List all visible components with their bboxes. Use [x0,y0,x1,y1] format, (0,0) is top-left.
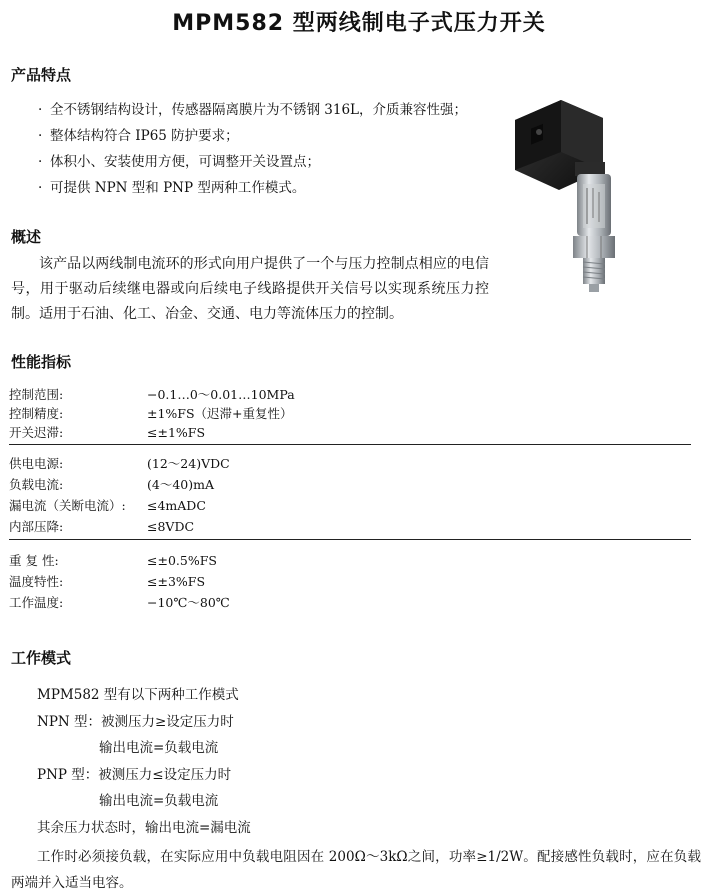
feature-item: · 可提供 NPN 型和 PNP 型两种工作模式。 [38,180,306,196]
bullet-icon: · [38,102,43,118]
feature-item: · 整体结构符合 IP65 防护要求； [38,128,239,144]
spec-row: 控制精度: ±1%FS（迟滞+重复性） [9,406,293,421]
npn-condition: NPN 型：被测压力≥设定压力时 [37,713,234,730]
spec-row: 内部压降: ≤8VDC [9,519,195,534]
specs-heading: 性能指标 [11,353,72,371]
spec-row: 漏电流（关断电流）: ≤4mADC [9,498,206,513]
overview-heading: 概述 [11,228,42,246]
spec-row: 温度特性: ≤±3%FS [9,574,206,589]
load-note: 工作时必须接负载，在实际应用中负载电阻因在 200Ω～3kΩ之间，功率≥1/2W。配接感性负载时，应在负载两端并入适当电容。 [11,849,701,891]
specs-table [9,385,691,613]
pressure-switch-product-image [503,92,703,302]
spec-row: 工作温度: −10℃～80℃ [9,595,230,610]
bullet-icon: · [38,128,43,144]
specs-group-electrical [9,453,691,537]
other-state: 其余压力状态时，输出电流=漏电流 [37,819,251,836]
pnp-condition: PNP 型：被测压力≤设定压力时 [37,766,232,783]
spec-row: 重 复 性: ≤±0.5%FS [9,553,217,568]
features-list [38,100,467,204]
page-title: MPM582 型两线制电子式压力开关 [172,11,546,36]
bullet-icon: · [38,180,43,196]
specs-group-control [9,385,691,442]
features-heading: 产品特点 [11,66,72,84]
overview-paragraph: 该产品以两线制电流环的形式向用户提供了一个与压力控制点相应的电信号，用于驱动后续继电器或向后续电子线路提供开关信号以实现系统压力控制。适用于石油、化工、冶金、交通、电力等流体压力的控制。 [11,256,489,322]
mode-heading: 工作模式 [11,649,72,667]
mode-intro: MPM582 型有以下两种工作模式 [37,687,239,703]
pnp-output: 输出电流=负载电流 [99,793,219,809]
npn-output: 输出电流=负载电流 [99,740,219,756]
spec-row: 负载电流: (4～40)mA [9,477,214,492]
feature-item: · 全不锈钢结构设计，传感器隔离膜片为不锈钢 316L，介质兼容性强； [38,102,468,118]
feature-item: · 体积小、安装使用方便，可调整开关设置点； [38,154,320,170]
spec-row: 控制范围: −0.1…0～0.01…10MPa [9,387,295,402]
divider [9,539,691,540]
divider [9,444,691,445]
bullet-icon: · [38,154,43,170]
spec-row: 开关迟滞: ≤±1%FS [9,425,206,440]
mode-section [11,685,701,896]
specs-group-performance [9,550,691,613]
spec-row: 供电电源: (12～24)VDC [9,456,230,471]
